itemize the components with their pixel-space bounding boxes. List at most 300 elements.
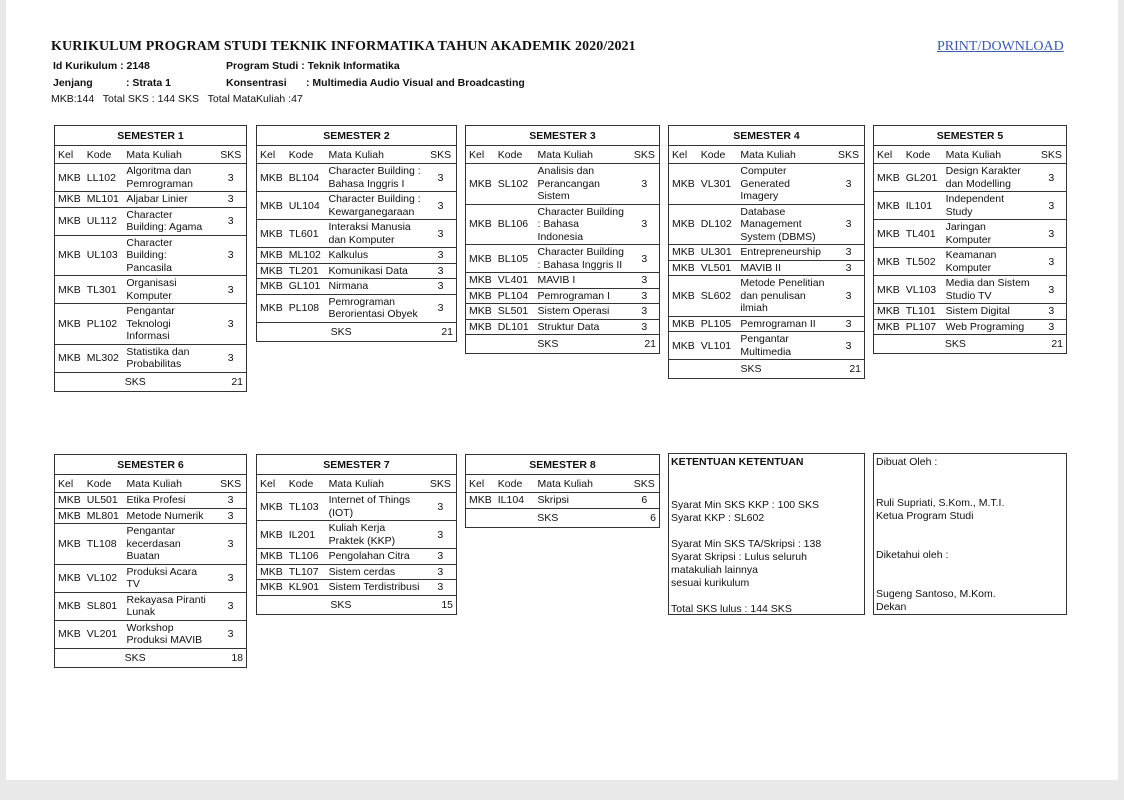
course-code: SL801 [84, 592, 124, 620]
course-kel: MKB [669, 164, 698, 205]
course-kel: MKB [257, 564, 286, 580]
semester-table-2 [256, 125, 457, 342]
course-sks: 3 [425, 549, 457, 565]
course-sks: 3 [215, 304, 246, 345]
course-kel: MKB [257, 521, 286, 549]
course-sks: 3 [425, 263, 456, 279]
course-sks: 3 [1037, 220, 1067, 248]
course-kel: MKB [55, 493, 84, 509]
course-code: DL101 [495, 319, 535, 335]
semester-total-label: SKS [257, 322, 426, 341]
course-name: Statistika dan Probabilitas [123, 344, 215, 372]
course-name: Nirmana [325, 279, 425, 295]
course-sks: 3 [1037, 304, 1067, 320]
course-kel: MKB [466, 319, 495, 335]
course-row [874, 220, 1067, 248]
course-row [669, 245, 865, 261]
semester-total-label: SKS [55, 648, 216, 667]
course-sks: 3 [833, 164, 864, 205]
course-sks: 3 [425, 220, 456, 248]
course-name: Web Programing [943, 319, 1037, 335]
column-header-kel: Kel [466, 475, 495, 493]
course-code: PL104 [495, 288, 535, 304]
course-kel: MKB [257, 164, 286, 192]
course-kel: MKB [669, 245, 698, 261]
course-kel: MKB [874, 319, 903, 335]
course-name: Organisasi Komputer [123, 276, 215, 304]
column-header-kel: Kel [55, 146, 84, 164]
column-header-sks: SKS [630, 146, 660, 164]
semester-total-sks: 21 [215, 372, 246, 391]
course-name: Pengantar Teknologi Informasi [123, 304, 215, 345]
course-kel: MKB [874, 304, 903, 320]
course-row [55, 493, 247, 509]
course-sks: 3 [630, 273, 660, 289]
course-sks: 3 [425, 521, 457, 549]
semester-total-sks: 6 [630, 508, 660, 527]
course-code: TL103 [286, 493, 326, 521]
course-row [257, 220, 457, 248]
course-name: Skripsi [535, 493, 630, 509]
course-sks: 3 [833, 332, 864, 360]
course-code: ML302 [84, 344, 124, 372]
course-code: GL101 [286, 279, 326, 295]
semester-total-sks: 18 [215, 648, 246, 667]
course-name: Algoritma dan Pemrograman [123, 164, 215, 192]
ketentuan-line: Syarat Skripsi : Lulus seluruh [671, 551, 807, 563]
column-header-sks: SKS [215, 146, 246, 164]
course-name: Sistem Operasi [535, 304, 630, 320]
course-row [466, 288, 660, 304]
course-code: UL301 [698, 245, 738, 261]
course-name: Produksi Acara TV [123, 564, 215, 592]
course-row [257, 294, 457, 322]
column-header-kode: Kode [698, 146, 738, 164]
course-kel: MKB [466, 204, 495, 245]
course-row [466, 273, 660, 289]
column-header-mata-kuliah: Mata Kuliah [325, 146, 425, 164]
column-header-kel: Kel [466, 146, 495, 164]
course-sks: 3 [215, 344, 246, 372]
course-name: Pengantar kecerdasan Buatan [123, 524, 215, 565]
column-header-mata-kuliah: Mata Kuliah [326, 475, 425, 493]
course-name: Media dan Sistem Studio TV [943, 276, 1037, 304]
course-row [257, 549, 457, 565]
course-kel: MKB [257, 220, 286, 248]
course-kel: MKB [55, 344, 84, 372]
course-sks: 3 [215, 235, 246, 276]
course-kel: MKB [257, 549, 286, 565]
course-code: PL108 [286, 294, 326, 322]
semester-table-3 [465, 125, 660, 354]
course-sks: 3 [630, 319, 660, 335]
course-name: Database Management System (DBMS) [737, 204, 833, 245]
course-kel: MKB [669, 204, 698, 245]
course-kel: MKB [55, 620, 84, 648]
course-code: SL102 [495, 164, 535, 205]
dibuat-oleh: Dibuat Oleh : [876, 456, 938, 468]
course-sks: 3 [1037, 164, 1067, 192]
course-name: Metode Penelitian dan penulisan ilmiah [737, 276, 833, 317]
semester-title: SEMESTER 2 [257, 126, 457, 146]
semester-title: SEMESTER 7 [257, 455, 457, 475]
course-name: Independent Study [943, 192, 1037, 220]
course-sks: 3 [215, 524, 246, 565]
course-kel: MKB [874, 276, 903, 304]
course-code: VL501 [698, 260, 738, 276]
course-name: Rekayasa Piranti Lunak [123, 592, 215, 620]
course-row [257, 521, 457, 549]
course-sks: 3 [425, 192, 456, 220]
course-sks: 3 [1037, 248, 1067, 276]
course-sks: 3 [833, 316, 864, 332]
course-kel: MKB [669, 260, 698, 276]
konsentrasi-label: Konsentrasi [226, 77, 287, 89]
ketentuan-line: Syarat Min SKS KKP : 100 SKS [671, 499, 820, 511]
course-kel: MKB [257, 493, 286, 521]
course-kel: MKB [55, 592, 84, 620]
course-name: MAVIB I [535, 273, 630, 289]
course-code: VL102 [84, 564, 124, 592]
course-name: Design Karakter dan Modelling [943, 164, 1037, 192]
course-row [669, 164, 865, 205]
course-row [466, 304, 660, 320]
course-name: Character Building : Bahasa Inggris I [325, 164, 425, 192]
course-sks: 3 [630, 304, 660, 320]
course-kel: MKB [55, 192, 84, 208]
course-row [669, 276, 865, 317]
course-name: Character Building : Bahasa Indonesia [535, 204, 630, 245]
course-row [466, 493, 660, 509]
course-code: KL901 [286, 580, 326, 596]
course-kel: MKB [257, 192, 286, 220]
course-name: Komunikasi Data [325, 263, 425, 279]
course-kel: MKB [55, 276, 84, 304]
course-kel: MKB [55, 235, 84, 276]
column-header-kel: Kel [257, 475, 286, 493]
semester-total-label: SKS [466, 335, 630, 354]
course-name: Character Building : Bahasa Inggris II [535, 245, 630, 273]
column-header-kode: Kode [286, 475, 326, 493]
column-header-sks: SKS [425, 146, 456, 164]
course-row [257, 564, 457, 580]
course-row [874, 276, 1067, 304]
course-kel: MKB [257, 580, 286, 596]
semester-total-label: SKS [55, 372, 216, 391]
column-header-kel: Kel [55, 475, 84, 493]
course-code: VL201 [84, 620, 124, 648]
course-name: Pemrograman I [535, 288, 630, 304]
course-row [874, 248, 1067, 276]
course-row [55, 164, 247, 192]
course-kel: MKB [257, 279, 286, 295]
course-row [669, 260, 865, 276]
course-name: Pemrograman II [737, 316, 833, 332]
ketentuan-line: Syarat KKP : SL602 [671, 512, 765, 524]
course-kel: MKB [466, 493, 495, 509]
course-sks: 3 [215, 192, 246, 208]
semester-title: SEMESTER 5 [874, 126, 1067, 146]
column-header-mata-kuliah: Mata Kuliah [535, 475, 630, 493]
course-row [55, 564, 247, 592]
course-name: Metode Numerik [123, 508, 215, 524]
course-code: UL112 [84, 207, 124, 235]
course-name: Character Building: Agama [123, 207, 215, 235]
course-sks: 3 [1037, 192, 1067, 220]
course-row [257, 263, 457, 279]
course-code: ML801 [84, 508, 124, 524]
program-studi: Program Studi : Teknik Informatika [226, 60, 400, 72]
course-name: Pengolahan Citra [326, 549, 425, 565]
course-kel: MKB [466, 273, 495, 289]
column-header-kode: Kode [903, 146, 943, 164]
column-header-mata-kuliah: Mata Kuliah [943, 146, 1037, 164]
semester-total-label: SKS [257, 595, 425, 614]
course-sks: 3 [833, 245, 864, 261]
course-code: IL101 [903, 192, 943, 220]
course-name: Struktur Data [535, 319, 630, 335]
course-kel: MKB [55, 524, 84, 565]
course-kel: MKB [55, 304, 84, 345]
course-code: IL104 [495, 493, 535, 509]
course-kel: MKB [466, 304, 495, 320]
course-sks: 3 [1037, 276, 1067, 304]
course-code: UL104 [286, 192, 326, 220]
ketentuan-line: sesuai kurikulum [671, 577, 750, 589]
course-code: TL601 [286, 220, 326, 248]
course-name: Sistem cerdas [326, 564, 425, 580]
course-code: PL105 [698, 316, 738, 332]
course-row [466, 204, 660, 245]
course-name: Jaringan Komputer [943, 220, 1037, 248]
course-code: VL103 [903, 276, 943, 304]
course-sks: 3 [833, 204, 864, 245]
semester-table-7 [256, 454, 457, 615]
course-name: Aljabar Linier [123, 192, 215, 208]
course-sks: 3 [215, 620, 246, 648]
jenjang-label: Jenjang [53, 77, 93, 89]
dekan-name: Sugeng Santoso, M.Kom. [876, 588, 996, 600]
jenjang-value: : Strata 1 [126, 77, 171, 89]
course-kel: MKB [466, 164, 495, 205]
course-row [257, 493, 457, 521]
course-code: VL101 [698, 332, 738, 360]
column-header-kode: Kode [84, 475, 124, 493]
course-code: VL301 [698, 164, 738, 205]
course-code: VL401 [495, 273, 535, 289]
semester-title: SEMESTER 3 [466, 126, 660, 146]
course-row [55, 276, 247, 304]
ketentuan-title: KETENTUAN KETENTUAN [671, 456, 804, 468]
course-sks: 3 [215, 207, 246, 235]
course-code: TL106 [286, 549, 326, 565]
semester-total-sks: 21 [833, 360, 864, 379]
column-header-kode: Kode [495, 475, 535, 493]
column-header-kel: Kel [874, 146, 903, 164]
course-sks: 3 [215, 564, 246, 592]
column-header-mata-kuliah: Mata Kuliah [535, 146, 630, 164]
course-code: BL106 [495, 204, 535, 245]
course-name: Character Building: Pancasila [123, 235, 215, 276]
course-code: DL102 [698, 204, 738, 245]
course-row [874, 304, 1067, 320]
course-row [466, 245, 660, 273]
course-kel: MKB [874, 220, 903, 248]
ketentuan-line: Total SKS lulus : 144 SKS [671, 603, 792, 615]
course-code: TL101 [903, 304, 943, 320]
course-code: LL102 [84, 164, 124, 192]
semester-total-label: SKS [669, 360, 834, 379]
course-row [874, 192, 1067, 220]
course-sks: 6 [630, 493, 660, 509]
kaprodi-name: Ruli Supriati, S.Kom., M.T.I. [876, 497, 1005, 509]
column-header-kel: Kel [669, 146, 698, 164]
semester-table-8 [465, 454, 660, 528]
course-name: Analisis dan Perancangan Sistem [535, 164, 630, 205]
course-sks: 3 [215, 592, 246, 620]
diketahui-oleh: Diketahui oleh : [876, 549, 949, 561]
course-kel: MKB [874, 192, 903, 220]
course-kel: MKB [874, 164, 903, 192]
ketentuan-line: Syarat Min SKS TA/Skripsi : 138 [671, 538, 822, 550]
course-name: Keamanan Komputer [943, 248, 1037, 276]
course-row [257, 192, 457, 220]
course-code: BL105 [495, 245, 535, 273]
column-header-sks: SKS [215, 475, 246, 493]
course-kel: MKB [55, 508, 84, 524]
column-header-mata-kuliah: Mata Kuliah [123, 146, 215, 164]
semester-table-5 [873, 125, 1067, 354]
column-header-kode: Kode [495, 146, 535, 164]
course-name: Workshop Produksi MAVIB [123, 620, 215, 648]
column-header-kode: Kode [84, 146, 124, 164]
course-sks: 3 [215, 164, 246, 192]
course-name: Kalkulus [325, 248, 425, 264]
semester-total-sks: 21 [425, 322, 456, 341]
course-kel: MKB [669, 316, 698, 332]
semester-title: SEMESTER 6 [55, 455, 247, 475]
course-sks: 3 [1037, 319, 1067, 335]
kaprodi-title: Ketua Program Studi [876, 510, 974, 522]
course-code: UL501 [84, 493, 124, 509]
semester-total-sks: 21 [630, 335, 660, 354]
course-sks: 3 [833, 260, 864, 276]
course-code: ML101 [84, 192, 124, 208]
course-kel: MKB [257, 248, 286, 264]
konsentrasi-value: : Multimedia Audio Visual and Broadcasting [306, 77, 525, 89]
course-code: PL102 [84, 304, 124, 345]
course-sks: 3 [425, 493, 457, 521]
course-sks: 3 [425, 248, 456, 264]
course-row [257, 279, 457, 295]
course-row [55, 344, 247, 372]
curriculum-summary: MKB:144 Total SKS : 144 SKS Total MataKuliah :47 [51, 93, 303, 105]
course-row [55, 235, 247, 276]
course-code: TL301 [84, 276, 124, 304]
course-row [466, 164, 660, 205]
course-row [55, 524, 247, 565]
course-row [55, 620, 247, 648]
semester-total-sks: 21 [1037, 335, 1067, 354]
course-row [874, 319, 1067, 335]
course-code: BL104 [286, 164, 326, 192]
course-name: MAVIB II [737, 260, 833, 276]
column-header-kode: Kode [286, 146, 326, 164]
ketentuan-box [668, 453, 865, 615]
course-name: Pengantar Multimedia [737, 332, 833, 360]
course-kel: MKB [257, 294, 286, 322]
course-name: Interaksi Manusia dan Komputer [325, 220, 425, 248]
course-kel: MKB [55, 207, 84, 235]
course-sks: 3 [425, 164, 456, 192]
column-header-sks: SKS [630, 475, 660, 493]
course-name: Etika Profesi [123, 493, 215, 509]
course-kel: MKB [257, 263, 286, 279]
course-row [257, 164, 457, 192]
course-row [55, 304, 247, 345]
course-name: Internet of Things (IOT) [326, 493, 425, 521]
course-code: TL201 [286, 263, 326, 279]
course-row [466, 319, 660, 335]
column-header-sks: SKS [833, 146, 864, 164]
course-kel: MKB [55, 164, 84, 192]
course-row [55, 207, 247, 235]
course-name: Computer Generated Imagery [737, 164, 833, 205]
course-sks: 3 [630, 164, 660, 205]
course-sks: 3 [215, 276, 246, 304]
course-code: IL201 [286, 521, 326, 549]
course-sks: 3 [425, 564, 457, 580]
course-name: Pemrograman Berorientasi Obyek [325, 294, 425, 322]
semester-total-sks: 15 [425, 595, 457, 614]
course-code: SL602 [698, 276, 738, 317]
course-row [669, 332, 865, 360]
course-sks: 3 [215, 508, 246, 524]
course-row [55, 508, 247, 524]
course-row [55, 592, 247, 620]
course-sks: 3 [630, 245, 660, 273]
course-sks: 3 [425, 279, 456, 295]
ketentuan-line: matakuliah lainnya [671, 564, 758, 576]
course-row [874, 164, 1067, 192]
course-sks: 3 [425, 294, 456, 322]
semester-title: SEMESTER 8 [466, 455, 660, 475]
course-code: GL201 [903, 164, 943, 192]
course-name: Sistem Digital [943, 304, 1037, 320]
course-code: ML102 [286, 248, 326, 264]
course-code: UL103 [84, 235, 124, 276]
course-row [669, 204, 865, 245]
course-kel: MKB [466, 288, 495, 304]
semester-title: SEMESTER 4 [669, 126, 865, 146]
course-name: Entrepreneurship [737, 245, 833, 261]
course-sks: 3 [425, 580, 457, 596]
print-download-link[interactable]: PRINT/DOWNLOAD [937, 39, 1064, 54]
course-kel: MKB [466, 245, 495, 273]
course-sks: 3 [630, 288, 660, 304]
course-name: Kuliah Kerja Praktek (KKP) [326, 521, 425, 549]
column-header-sks: SKS [425, 475, 457, 493]
course-name: Sistem Terdistribusi [326, 580, 425, 596]
course-kel: MKB [874, 248, 903, 276]
course-kel: MKB [669, 276, 698, 317]
column-header-sks: SKS [1037, 146, 1067, 164]
column-header-mata-kuliah: Mata Kuliah [123, 475, 215, 493]
course-row [257, 580, 457, 596]
course-name: Character Building : Kewarganegaraan [325, 192, 425, 220]
course-code: TL107 [286, 564, 326, 580]
course-row [55, 192, 247, 208]
